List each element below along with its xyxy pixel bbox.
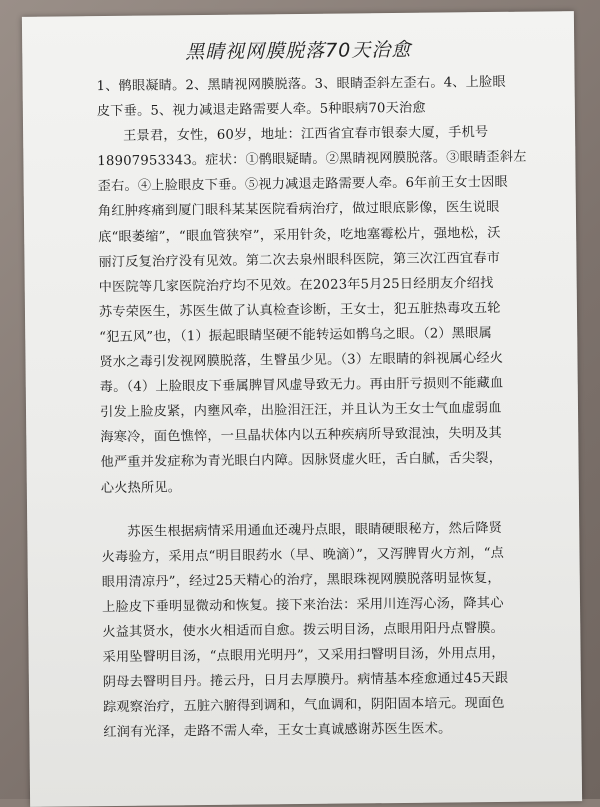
- text-line: 心火热所见。: [100, 479, 182, 496]
- paragraph-summary: [96, 69, 568, 124]
- paper-sheet: [22, 11, 582, 807]
- text-line: 踪观察治疗，五脏六腑得到调和，气血调和，阴阳固本培元。现面色: [103, 696, 505, 716]
- text-line: 1、鹘眼凝睛。2、黑睛视网膜脱落。3、眼睛歪斜左歪右。4、上脸眼: [96, 74, 506, 95]
- text-line: 采用坠瞖明目汤，“点眼用光明丹”，又采用扫瞖明目汤，外用点用，: [102, 645, 505, 666]
- paragraph-treatment: [101, 515, 575, 746]
- text-line: 王景君，女性，60岁，地址：江西省宜春市银泰大厦，手机号: [123, 125, 489, 145]
- text-line: 火毒验方，采用点“明目眼药水（早、晚滴）”，又泻脾胃火方剂，“点: [101, 545, 505, 565]
- text-line: 上脸皮下垂明显微动和恢复。接下来治法：采用川连泻心汤，降其心: [101, 595, 504, 615]
- text-line: 毒。（4）上脸眼皮下垂属脾冒风虚导致无力。再由肝亏损则不能藏血: [99, 376, 504, 396]
- text-line: 红润有光泽，走路不需人牵，王女士真诚感谢苏医生医术。: [103, 721, 452, 741]
- text-line: 苏医生根据病情采用通血还魂丹点眼，眼睛硬眼秘方，然后降贤: [127, 520, 503, 540]
- document-title: 黑睛视网膜脱落70天治愈: [185, 38, 412, 64]
- text-line: 火益其贤水，使水火相适而自愈。拨云明目汤，点眼用阳丹点瞖膜。: [102, 620, 505, 641]
- text-line: 苏专荣医生，苏医生做了认真检查诊断，王女士，犯五脏热毒攻五轮: [98, 300, 501, 320]
- text-line: 歪右。④上脸眼皮下垂。⑤视力减退走路需要人牵。6年前王女士因眼: [97, 175, 508, 195]
- text-line: 他严重并发症称为青光眼白内障。因脉贤虚火旺，舌白腻，舌尖裂，: [100, 451, 503, 471]
- text-line: 角红肿疼痛到厦门眼科某某医院看病治疗，做过眼底影像，医生说眼: [97, 200, 500, 220]
- document-body: [96, 69, 575, 745]
- text-line: 丽汀反复治疗没有见效。第二次去泉州眼科医院，第三次江西宜春市: [98, 250, 501, 270]
- text-line: “犯五风”也，（1）振起眼睛坚硬不能转运如鹘乌之眼。（2）黑眼属: [99, 325, 493, 346]
- text-line: 皮下垂。5、视力减退走路需要人牵。5种眼病70天治愈: [96, 100, 426, 120]
- text-line: 贤水之毒引发视网膜脱落，生瞖虽少见。（3）左眼睛的斜视属心经火: [99, 350, 504, 371]
- text-line: 阴母去瞖明目丹。捲云丹，日月去厚膜丹。病情基本痊愈通过45天跟: [102, 671, 509, 691]
- text-line: 海寒冷，面色憔悴，一旦晶状体内以五种疾病所导致混浊，失明及其: [100, 426, 502, 446]
- text-line: 中医院等几家医院治疗均不见效。在2023年5月25日经朋友介绍找: [98, 275, 494, 295]
- text-line: 18907953343。症状：①鹘眼疑睛。②黑睛视网膜脱落。③眼睛歪斜左: [97, 149, 527, 170]
- text-line: 引发上脸皮紧，内壅风牵，出脸泪汪汪，并且认为王女士气血虚弱血: [99, 401, 502, 421]
- text-line: 眼用清凉丹”，经过25天精心的治疗，黑眼珠视网膜脱落明显恢复，: [101, 570, 501, 590]
- paragraph-case-description: [97, 119, 573, 500]
- text-line: 底“眼萎缩”，“眼血管狭窄”，采用针灸，吃地塞霉松片，强地松，沃: [98, 225, 501, 245]
